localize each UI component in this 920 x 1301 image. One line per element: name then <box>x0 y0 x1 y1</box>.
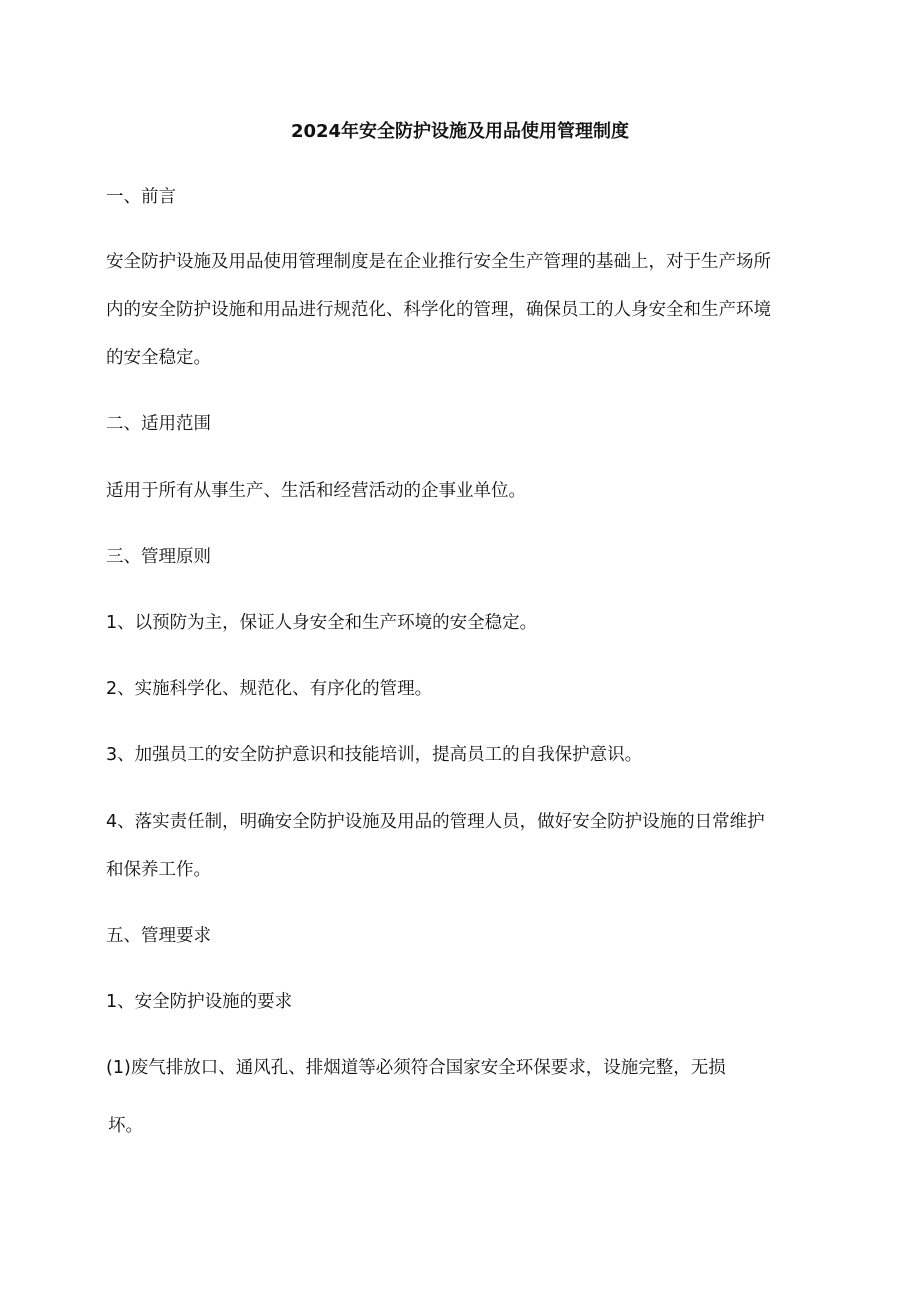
preface-paragraph-line-1: 安全防护设施及用品使用管理制度是在企业推行安全生产管理的基础上，对于生产场所 <box>106 252 771 272</box>
document-title: 2024年安全防护设施及用品使用管理制度 <box>290 121 630 142</box>
section-heading-scope: 二、适用范围 <box>106 414 211 434</box>
principle-item-3: 3、加强员工的安全防护意识和技能培训，提高员工的自我保护意识。 <box>106 745 643 765</box>
scope-paragraph: 适用于所有从事生产、生活和经营活动的企事业单位。 <box>106 481 526 501</box>
preface-paragraph-line-3: 的安全稳定。 <box>106 348 211 368</box>
section-heading-principles: 三、管理原则 <box>106 547 211 567</box>
requirement-item-1-line-2: 坏。 <box>108 1116 143 1136</box>
requirement-item-1-line-1: (1)废气排放口、通风孔、排烟道等必须符合国家安全环保要求，设施完整，无损 <box>106 1058 726 1078</box>
section-heading-requirements: 五、管理要求 <box>106 926 211 946</box>
principle-item-4-line-2: 和保养工作。 <box>106 860 211 880</box>
principle-item-4-line-1: 4、落实责任制，明确安全防护设施及用品的管理人员，做好安全防护设施的日常维护 <box>106 812 765 832</box>
preface-paragraph-line-2: 内的安全防护设施和用品进行规范化、科学化的管理，确保员工的人身安全和生产环境 <box>106 300 771 320</box>
principle-item-2: 2、实施科学化、规范化、有序化的管理。 <box>106 679 433 699</box>
requirements-subheading: 1、安全防护设施的要求 <box>106 992 293 1012</box>
principle-item-1: 1、以预防为主，保证人身安全和生产环境的安全稳定。 <box>106 613 538 633</box>
section-heading-preface: 一、前言 <box>106 187 176 207</box>
